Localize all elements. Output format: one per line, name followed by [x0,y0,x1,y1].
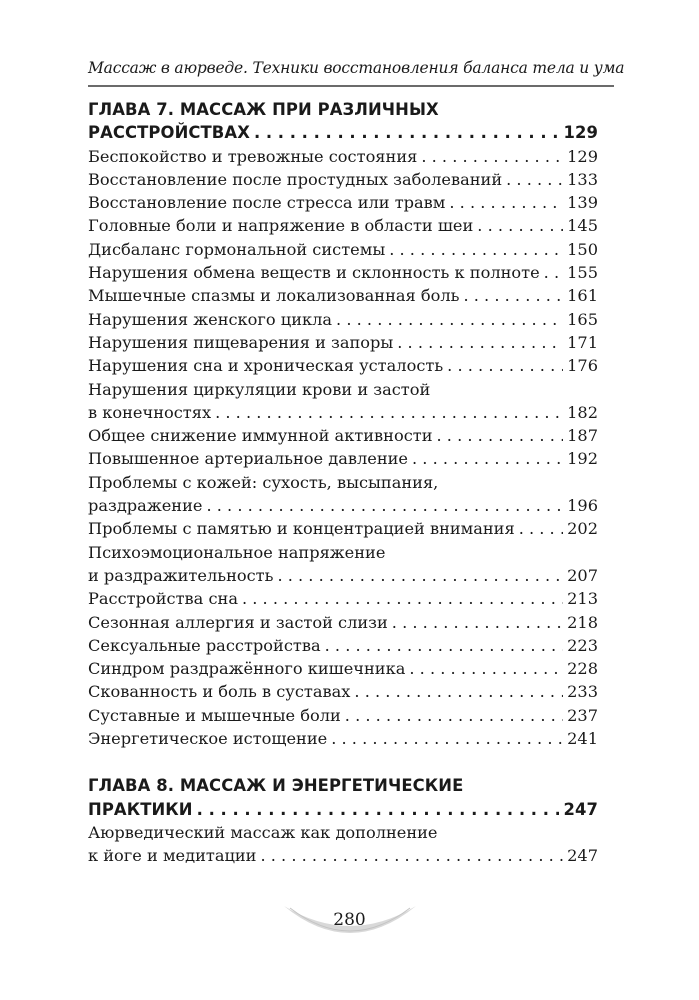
toc-entry[interactable] [88,541,598,588]
chapter-title-line [88,774,598,797]
toc-entry-text: Общее снижение иммунной активности [88,426,433,446]
toc-entry-line [88,331,598,354]
toc-entry-text: Беспокойство и тревожные состояния [88,146,418,166]
toc-entry-text: Нарушения циркуляции крови и застой [88,379,431,399]
toc-entry-page: 228 [567,659,598,679]
chapter-8 [88,774,598,867]
toc-entry[interactable] [88,704,598,727]
dot-leader [215,401,563,424]
dot-leader [397,331,563,354]
toc-entry-line [88,308,598,331]
toc-entry-line [88,727,598,750]
chapter-title-line [88,121,598,144]
toc-entry[interactable] [88,331,598,354]
toc-entry[interactable] [88,517,598,540]
chapter-title-line [88,98,598,121]
toc-entry-page: 150 [567,239,598,259]
header-rule [88,85,614,87]
toc-entry-page: 218 [567,612,598,632]
toc-entry-page: 176 [567,356,598,376]
toc-entry-page: 196 [567,496,598,516]
toc-entry-text: Энергетическое истощение [88,729,328,749]
toc-entry-page: 241 [567,729,598,749]
toc-entry-line [88,517,598,540]
toc-entry[interactable] [88,354,598,377]
dot-leader [345,704,563,727]
toc-entry[interactable] [88,261,598,284]
toc-entry-text: Мышечные спазмы и локализованная боль [88,286,460,306]
dot-leader [463,284,563,307]
toc-entry-text: Нарушения женского цикла [88,309,333,329]
chapter-title-text: ПРАКТИКИ [88,799,193,819]
toc-entry-line [88,494,598,517]
dot-leader [242,587,563,610]
dot-leader [277,564,563,587]
toc-entry-page: 161 [567,286,598,306]
table-of-contents [88,98,598,868]
toc-entry-page: 233 [567,682,598,702]
toc-entry-page: 139 [567,193,598,213]
toc-entry[interactable] [88,145,598,168]
dot-leader [325,634,563,657]
toc-entry-text: Восстановление после простудных заболеваний [88,169,503,189]
chapter-title-text: РАССТРОЙСТВАХ [88,123,250,143]
toc-entry-text: в конечностях [88,402,212,422]
chapter-title-text: ГЛАВА 8. МАССАЖ И ЭНЕРГЕТИЧЕСКИЕ [88,776,464,796]
toc-entry-page: 247 [567,846,598,866]
chapter-page-number: 129 [563,123,598,143]
toc-entry-text: Головные боли и напряжение в области шеи [88,216,474,236]
toc-entry-line [88,284,598,307]
toc-entry-line [88,401,598,424]
toc-entry-text: Скованность и боль в суставах [88,682,351,702]
toc-entry-text: Аюрведический массаж как дополнение [88,822,438,842]
toc-entry-page: 133 [567,169,598,189]
toc-entry-page: 171 [567,332,598,352]
chapter-title-line [88,798,598,821]
toc-entry-text: раздражение [88,496,203,516]
toc-entry[interactable] [88,611,598,634]
chapter-7 [88,98,598,750]
dot-leader [506,168,563,191]
dot-leader [421,145,563,168]
toc-entry-page: 237 [567,705,598,725]
toc-entry-line [88,680,598,703]
toc-entry-line [88,145,598,168]
toc-entry-line [88,447,598,470]
toc-entry-text: Нарушения сна и хроническая усталость [88,356,444,376]
toc-entry-page: 207 [567,565,598,585]
toc-entry-text: Восстановление после стресса или травм [88,193,446,213]
dot-leader [331,727,563,750]
toc-entry-text: Нарушения пищеварения и запоры [88,332,394,352]
toc-entry[interactable] [88,447,598,470]
toc-entry-line [88,704,598,727]
toc-entry[interactable] [88,191,598,214]
toc-entry[interactable] [88,587,598,610]
dot-leader [206,494,563,517]
toc-entry-text: Проблемы с кожей: сухость, высыпания, [88,472,439,492]
dot-leader [447,354,563,377]
toc-entry-text: к йоге и медитации [88,846,257,866]
toc-entry-page: 145 [567,216,598,236]
chapter-7-entries [88,145,598,751]
dot-leader [409,657,563,680]
toc-entry-page: 192 [567,449,598,469]
toc-entry-page: 182 [567,402,598,422]
toc-entry-page: 155 [567,263,598,283]
toc-entry-text: и раздражительность [88,565,274,585]
toc-entry[interactable] [88,168,598,191]
toc-entry-page: 223 [567,635,598,655]
toc-entry[interactable] [88,727,598,750]
toc-entry-text: Дисбаланс гормональной системы [88,239,386,259]
toc-entry-text: Психоэмоциональное напряжение [88,542,386,562]
toc-entry-line [88,238,598,261]
toc-entry-text: Повышенное артериальное давление [88,449,408,469]
toc-entry-text: Нарушения обмена веществ и склонность к полноте [88,263,540,283]
toc-entry-page: 165 [567,309,598,329]
toc-entry-text: Сексуальные расстройства [88,635,321,655]
dot-leader [544,261,563,284]
running-head: Массаж в аюрведе. Техники восстановления баланса тела и ума [88,59,625,77]
chapter-page-number: 247 [563,799,598,819]
chapter-8-entries [88,821,598,868]
toc-entry-line [88,564,598,587]
toc-entry-page: 202 [567,519,598,539]
toc-entry-text: Синдром раздражённого кишечника [88,659,406,679]
toc-entry-line [88,424,598,447]
toc-entry-text: Сезонная аллергия и застой слизи [88,612,388,632]
toc-entry-line [88,541,598,564]
toc-entry-page: 213 [567,589,598,609]
dot-leader [477,214,563,237]
toc-entry-text: Проблемы с памятью и концентрацией внимания [88,519,515,539]
toc-entry-page: 187 [567,426,598,446]
dot-leader [437,424,564,447]
toc-entry[interactable] [88,424,598,447]
toc-entry-line [88,214,598,237]
toc-entry-line [88,168,598,191]
toc-entry-page: 129 [567,146,598,166]
toc-entry-line [88,587,598,610]
toc-entry-line [88,844,598,867]
chapter-8-title[interactable] [88,774,598,821]
dot-leader [254,121,560,144]
toc-entry[interactable] [88,821,598,868]
dot-leader [392,611,563,634]
chapter-7-title[interactable] [88,98,598,145]
toc-entry-line [88,378,598,401]
dot-leader [412,447,563,470]
dot-leader [389,238,563,261]
toc-entry-line [88,657,598,680]
toc-entry-text: Расстройства сна [88,589,238,609]
toc-entry-line [88,261,598,284]
toc-entry-line [88,191,598,214]
dot-leader [354,680,563,703]
toc-entry[interactable] [88,214,598,237]
toc-entry[interactable] [88,378,598,425]
toc-entry-line [88,354,598,377]
dot-leader [449,191,563,214]
toc-entry-line [88,821,598,844]
toc-entry[interactable] [88,657,598,680]
toc-entry-text: Суставные и мышечные боли [88,705,341,725]
dot-leader [197,798,560,821]
dot-leader [519,517,563,540]
toc-entry[interactable] [88,680,598,703]
dot-leader [336,308,563,331]
toc-entry[interactable] [88,471,598,518]
chapter-title-text: ГЛАВА 7. МАССАЖ ПРИ РАЗЛИЧНЫХ [88,100,439,119]
toc-entry[interactable] [88,308,598,331]
toc-entry-line [88,471,598,494]
toc-entry[interactable] [88,284,598,307]
toc-entry-line [88,611,598,634]
dot-leader [260,844,563,867]
toc-entry-line [88,634,598,657]
toc-entry[interactable] [88,238,598,261]
page-number: 280 [333,910,366,930]
toc-entry[interactable] [88,634,598,657]
